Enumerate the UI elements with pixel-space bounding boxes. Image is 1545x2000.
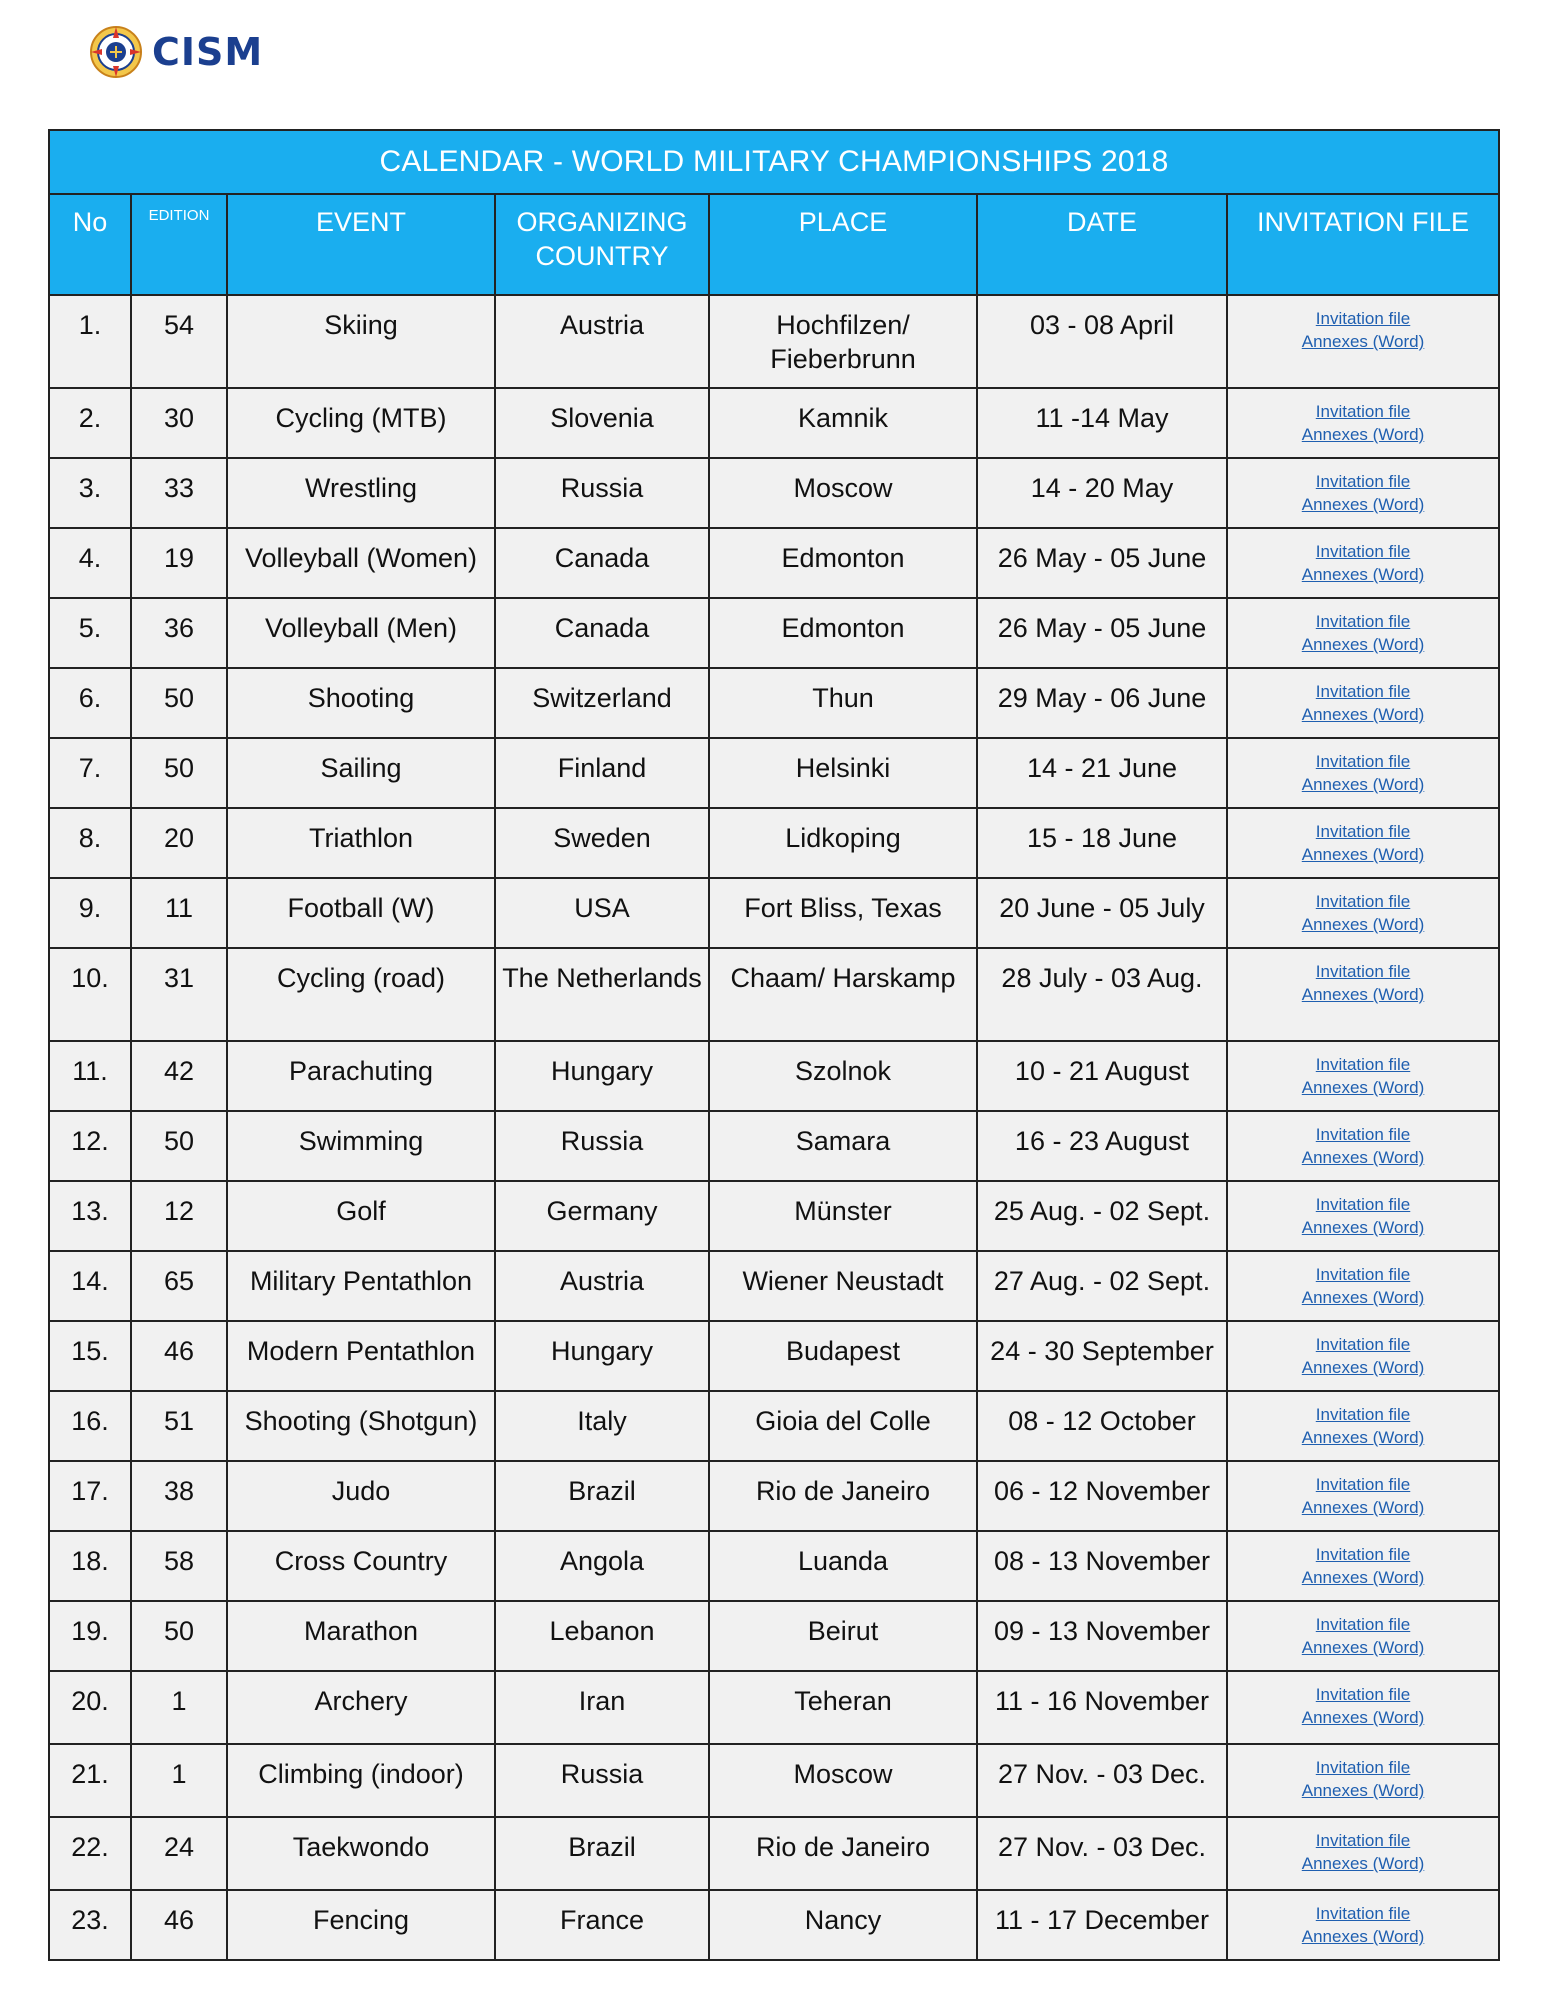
- invitation-file-link[interactable]: Invitation file: [1315, 682, 1411, 701]
- invitation-file-link[interactable]: Invitation file: [1315, 1195, 1411, 1214]
- annexes-word-link[interactable]: Annexes (Word): [1301, 1854, 1425, 1873]
- cell-no: 12.: [49, 1111, 131, 1181]
- cell-date: 14 - 21 June: [977, 738, 1227, 808]
- cell-date: 03 - 08 April: [977, 295, 1227, 388]
- cell-date: 06 - 12 November: [977, 1461, 1227, 1531]
- cell-place: Samara: [709, 1111, 977, 1181]
- invitation-file-link[interactable]: Invitation file: [1315, 1545, 1411, 1564]
- cell-country: USA: [495, 878, 709, 948]
- column-header-event: EVENT: [227, 194, 495, 295]
- invitation-file-link[interactable]: Invitation file: [1315, 1615, 1411, 1634]
- cell-place: Wiener Neustadt: [709, 1251, 977, 1321]
- logo-text: CISM: [152, 30, 264, 74]
- cell-invitation-file: [1227, 808, 1499, 878]
- invitation-file-link[interactable]: Invitation file: [1315, 822, 1411, 841]
- cell-place: Helsinki: [709, 738, 977, 808]
- cell-event: Modern Pentathlon: [227, 1321, 495, 1391]
- cell-date: 27 Aug. - 02 Sept.: [977, 1251, 1227, 1321]
- cell-edition: 50: [131, 1111, 227, 1181]
- cell-event: Parachuting: [227, 1041, 495, 1111]
- invitation-file-link[interactable]: Invitation file: [1315, 1055, 1411, 1074]
- cell-event: Marathon: [227, 1601, 495, 1671]
- cell-country: Russia: [495, 1111, 709, 1181]
- cell-edition: 31: [131, 948, 227, 1041]
- table-row: [49, 808, 1499, 878]
- cell-no: 8.: [49, 808, 131, 878]
- invitation-file-link[interactable]: Invitation file: [1315, 1685, 1411, 1704]
- table-row: [49, 1461, 1499, 1531]
- cell-no: 21.: [49, 1744, 131, 1817]
- cell-edition: 50: [131, 668, 227, 738]
- annexes-word-link[interactable]: Annexes (Word): [1301, 1148, 1425, 1167]
- cell-invitation-file: [1227, 1111, 1499, 1181]
- cell-country: Germany: [495, 1181, 709, 1251]
- cell-date: 08 - 12 October: [977, 1391, 1227, 1461]
- annexes-word-link[interactable]: Annexes (Word): [1301, 1498, 1425, 1517]
- cell-place: Moscow: [709, 458, 977, 528]
- cell-country: Austria: [495, 295, 709, 388]
- cell-edition: 12: [131, 1181, 227, 1251]
- cell-country: Slovenia: [495, 388, 709, 458]
- cell-invitation-file: [1227, 1461, 1499, 1531]
- cell-date: 10 - 21 August: [977, 1041, 1227, 1111]
- invitation-file-link[interactable]: Invitation file: [1315, 1475, 1411, 1494]
- invitation-file-link[interactable]: Invitation file: [1315, 309, 1411, 328]
- cell-country: Brazil: [495, 1817, 709, 1890]
- cell-no: 9.: [49, 878, 131, 948]
- table-row: [49, 1601, 1499, 1671]
- invitation-file-link[interactable]: Invitation file: [1315, 1405, 1411, 1424]
- cell-no: 5.: [49, 598, 131, 668]
- cell-date: 25 Aug. - 02 Sept.: [977, 1181, 1227, 1251]
- annexes-word-link[interactable]: Annexes (Word): [1301, 1218, 1425, 1237]
- cell-event: Sailing: [227, 738, 495, 808]
- cell-edition: 11: [131, 878, 227, 948]
- table-row: [49, 388, 1499, 458]
- table-row: [49, 1817, 1499, 1890]
- cell-place: Nancy: [709, 1890, 977, 1960]
- cell-country: Hungary: [495, 1041, 709, 1111]
- cell-place: Edmonton: [709, 598, 977, 668]
- invitation-file-link[interactable]: Invitation file: [1315, 1758, 1411, 1777]
- cell-no: 15.: [49, 1321, 131, 1391]
- cell-event: Climbing (indoor): [227, 1744, 495, 1817]
- cism-logo: [88, 22, 263, 82]
- table-row: [49, 878, 1499, 948]
- cell-event: Volleyball (Women): [227, 528, 495, 598]
- table-row: [49, 1251, 1499, 1321]
- cell-edition: 30: [131, 388, 227, 458]
- annexes-word-link[interactable]: Annexes (Word): [1301, 1288, 1425, 1307]
- cell-invitation-file: [1227, 388, 1499, 458]
- cell-invitation-file: [1227, 668, 1499, 738]
- invitation-file-link[interactable]: Invitation file: [1315, 542, 1411, 561]
- cell-event: Military Pentathlon: [227, 1251, 495, 1321]
- cell-country: Canada: [495, 598, 709, 668]
- cell-date: 26 May - 05 June: [977, 528, 1227, 598]
- annexes-word-link[interactable]: Annexes (Word): [1301, 775, 1425, 794]
- cell-no: 2.: [49, 388, 131, 458]
- table-row: [49, 1041, 1499, 1111]
- column-header-no: No: [49, 194, 131, 295]
- column-header-country-line1: ORGANIZING: [516, 207, 688, 237]
- annexes-word-link[interactable]: Annexes (Word): [1301, 915, 1425, 934]
- cell-date: 27 Nov. - 03 Dec.: [977, 1744, 1227, 1817]
- cell-country: France: [495, 1890, 709, 1960]
- invitation-file-link[interactable]: Invitation file: [1315, 752, 1411, 771]
- table-row: [49, 738, 1499, 808]
- cell-country: Russia: [495, 458, 709, 528]
- cell-no: 16.: [49, 1391, 131, 1461]
- cell-invitation-file: [1227, 295, 1499, 388]
- cell-edition: 51: [131, 1391, 227, 1461]
- annexes-word-link[interactable]: Annexes (Word): [1301, 1358, 1425, 1377]
- cell-invitation-file: [1227, 1181, 1499, 1251]
- annexes-word-link[interactable]: Annexes (Word): [1301, 495, 1425, 514]
- annexes-word-link[interactable]: Annexes (Word): [1301, 1708, 1425, 1727]
- annexes-word-link[interactable]: Annexes (Word): [1301, 985, 1425, 1004]
- invitation-file-link[interactable]: Invitation file: [1315, 1904, 1411, 1923]
- cell-date: 29 May - 06 June: [977, 668, 1227, 738]
- cell-edition: 1: [131, 1671, 227, 1744]
- cell-place: Thun: [709, 668, 977, 738]
- cell-date: 28 July - 03 Aug.: [977, 948, 1227, 1041]
- cell-place: Szolnok: [709, 1041, 977, 1111]
- cell-event: Golf: [227, 1181, 495, 1251]
- annexes-word-link[interactable]: Annexes (Word): [1301, 425, 1425, 444]
- column-header-invitation-file: INVITATION FILE: [1227, 194, 1499, 295]
- cell-date: 24 - 30 September: [977, 1321, 1227, 1391]
- invitation-file-link[interactable]: Invitation file: [1315, 1831, 1411, 1850]
- column-header-edition: EDITION: [131, 194, 227, 295]
- invitation-file-link[interactable]: Invitation file: [1315, 1335, 1411, 1354]
- table-row: [49, 1391, 1499, 1461]
- cell-invitation-file: [1227, 1817, 1499, 1890]
- cell-date: 15 - 18 June: [977, 808, 1227, 878]
- cell-country: The Netherlands: [495, 948, 709, 1041]
- cell-no: 10.: [49, 948, 131, 1041]
- cell-invitation-file: [1227, 878, 1499, 948]
- cell-place: Kamnik: [709, 388, 977, 458]
- column-header-place: PLACE: [709, 194, 977, 295]
- cell-edition: 19: [131, 528, 227, 598]
- cell-edition: 20: [131, 808, 227, 878]
- cell-country: Hungary: [495, 1321, 709, 1391]
- cell-edition: 54: [131, 295, 227, 388]
- invitation-file-link[interactable]: Invitation file: [1315, 612, 1411, 631]
- cell-no: 13.: [49, 1181, 131, 1251]
- cell-event: Shooting: [227, 668, 495, 738]
- cell-date: 11 - 16 November: [977, 1671, 1227, 1744]
- cell-no: 18.: [49, 1531, 131, 1601]
- cell-no: 3.: [49, 458, 131, 528]
- cell-invitation-file: [1227, 1251, 1499, 1321]
- cell-event: Cross Country: [227, 1531, 495, 1601]
- table-row: [49, 1111, 1499, 1181]
- annexes-word-link[interactable]: Annexes (Word): [1301, 565, 1425, 584]
- table-row: [49, 1890, 1499, 1960]
- cell-country: Lebanon: [495, 1601, 709, 1671]
- cell-place: Luanda: [709, 1531, 977, 1601]
- cell-country: Italy: [495, 1391, 709, 1461]
- cell-invitation-file: [1227, 1321, 1499, 1391]
- table-row: [49, 1531, 1499, 1601]
- annexes-word-link[interactable]: Annexes (Word): [1301, 1638, 1425, 1657]
- invitation-file-link[interactable]: Invitation file: [1315, 402, 1411, 421]
- cell-edition: 50: [131, 738, 227, 808]
- cell-date: 16 - 23 August: [977, 1111, 1227, 1181]
- table-row: [49, 1181, 1499, 1251]
- cell-invitation-file: [1227, 528, 1499, 598]
- cell-date: 26 May - 05 June: [977, 598, 1227, 668]
- cell-invitation-file: [1227, 1391, 1499, 1461]
- cell-event: Triathlon: [227, 808, 495, 878]
- cell-place: Gioia del Colle: [709, 1391, 977, 1461]
- cell-no: 20.: [49, 1671, 131, 1744]
- column-header-organizing-country: [495, 194, 709, 295]
- cell-edition: 38: [131, 1461, 227, 1531]
- annexes-word-link[interactable]: Annexes (Word): [1301, 1428, 1425, 1447]
- cell-date: 14 - 20 May: [977, 458, 1227, 528]
- table-title: CALENDAR - WORLD MILITARY CHAMPIONSHIPS 2018: [49, 130, 1499, 194]
- cell-place: Lidkoping: [709, 808, 977, 878]
- cell-event: Cycling (MTB): [227, 388, 495, 458]
- table-row: [49, 528, 1499, 598]
- cell-place: Beirut: [709, 1601, 977, 1671]
- annexes-word-link[interactable]: Annexes (Word): [1301, 635, 1425, 654]
- cell-no: 17.: [49, 1461, 131, 1531]
- cell-event: Fencing: [227, 1890, 495, 1960]
- cell-country: Finland: [495, 738, 709, 808]
- cell-place: Rio de Janeiro: [709, 1461, 977, 1531]
- cell-place: Fort Bliss, Texas: [709, 878, 977, 948]
- cell-place: Chaam/ Harskamp: [709, 948, 977, 1041]
- annexes-word-link[interactable]: Annexes (Word): [1301, 1568, 1425, 1587]
- cell-event: Shooting (Shotgun): [227, 1391, 495, 1461]
- cell-invitation-file: [1227, 1041, 1499, 1111]
- cell-invitation-file: [1227, 948, 1499, 1041]
- championship-calendar-table: [48, 129, 1500, 1961]
- table-row: [49, 1744, 1499, 1817]
- cell-edition: 36: [131, 598, 227, 668]
- cell-place: Rio de Janeiro: [709, 1817, 977, 1890]
- cell-no: 23.: [49, 1890, 131, 1960]
- cell-country: Angola: [495, 1531, 709, 1601]
- cell-invitation-file: [1227, 738, 1499, 808]
- cell-country: Sweden: [495, 808, 709, 878]
- cell-no: 19.: [49, 1601, 131, 1671]
- cell-invitation-file: [1227, 598, 1499, 668]
- cell-place: Münster: [709, 1181, 977, 1251]
- cell-date: 08 - 13 November: [977, 1531, 1227, 1601]
- cell-no: 1.: [49, 295, 131, 388]
- invitation-file-link[interactable]: Invitation file: [1315, 472, 1411, 491]
- cell-no: 4.: [49, 528, 131, 598]
- cell-country: Russia: [495, 1744, 709, 1817]
- cell-invitation-file: [1227, 1601, 1499, 1671]
- cell-place: Teheran: [709, 1671, 977, 1744]
- cell-edition: 46: [131, 1321, 227, 1391]
- invitation-file-link[interactable]: Invitation file: [1315, 892, 1411, 911]
- cell-date: 11 -14 May: [977, 388, 1227, 458]
- invitation-file-link[interactable]: Invitation file: [1315, 1125, 1411, 1144]
- cell-event: Judo: [227, 1461, 495, 1531]
- cell-no: 6.: [49, 668, 131, 738]
- cell-no: 11.: [49, 1041, 131, 1111]
- table-row: [49, 1671, 1499, 1744]
- annexes-word-link[interactable]: Annexes (Word): [1301, 845, 1425, 864]
- invitation-file-link[interactable]: Invitation file: [1315, 1265, 1411, 1284]
- cell-place: Budapest: [709, 1321, 977, 1391]
- annexes-word-link[interactable]: Annexes (Word): [1301, 705, 1425, 724]
- cell-country: Austria: [495, 1251, 709, 1321]
- cell-event: Volleyball (Men): [227, 598, 495, 668]
- cell-invitation-file: [1227, 1531, 1499, 1601]
- annexes-word-link[interactable]: Annexes (Word): [1301, 1078, 1425, 1097]
- table-row: [49, 1321, 1499, 1391]
- cell-edition: 42: [131, 1041, 227, 1111]
- annexes-word-link[interactable]: Annexes (Word): [1301, 1927, 1425, 1946]
- cell-invitation-file: [1227, 458, 1499, 528]
- cell-event: Skiing: [227, 295, 495, 388]
- cell-event: Cycling (road): [227, 948, 495, 1041]
- cell-edition: 33: [131, 458, 227, 528]
- cell-place: Edmonton: [709, 528, 977, 598]
- annexes-word-link[interactable]: Annexes (Word): [1301, 332, 1425, 351]
- table-row: [49, 598, 1499, 668]
- cell-edition: 58: [131, 1531, 227, 1601]
- cell-country: Switzerland: [495, 668, 709, 738]
- cell-invitation-file: [1227, 1890, 1499, 1960]
- column-header-date: DATE: [977, 194, 1227, 295]
- cell-invitation-file: [1227, 1744, 1499, 1817]
- cism-emblem-icon: [88, 24, 144, 80]
- cell-country: Iran: [495, 1671, 709, 1744]
- cell-event: Taekwondo: [227, 1817, 495, 1890]
- cell-edition: 50: [131, 1601, 227, 1671]
- cell-country: Brazil: [495, 1461, 709, 1531]
- cell-date: 27 Nov. - 03 Dec.: [977, 1817, 1227, 1890]
- cell-place: Moscow: [709, 1744, 977, 1817]
- cell-edition: 24: [131, 1817, 227, 1890]
- table-row: [49, 948, 1499, 1041]
- cell-date: 20 June - 05 July: [977, 878, 1227, 948]
- invitation-file-link[interactable]: Invitation file: [1315, 962, 1411, 981]
- cell-invitation-file: [1227, 1671, 1499, 1744]
- cell-edition: 1: [131, 1744, 227, 1817]
- cell-no: 7.: [49, 738, 131, 808]
- table-row: [49, 458, 1499, 528]
- cell-event: Wrestling: [227, 458, 495, 528]
- cell-no: 22.: [49, 1817, 131, 1890]
- cell-date: 09 - 13 November: [977, 1601, 1227, 1671]
- cell-event: Archery: [227, 1671, 495, 1744]
- cell-no: 14.: [49, 1251, 131, 1321]
- table-row: [49, 295, 1499, 388]
- cell-event: Football (W): [227, 878, 495, 948]
- cell-edition: 46: [131, 1890, 227, 1960]
- cell-event: Swimming: [227, 1111, 495, 1181]
- cell-date: 11 - 17 December: [977, 1890, 1227, 1960]
- table-row: [49, 668, 1499, 738]
- column-header-country-line2: COUNTRY: [535, 241, 669, 271]
- annexes-word-link[interactable]: Annexes (Word): [1301, 1781, 1425, 1800]
- cell-place: Hochfilzen/ Fieberbrunn: [709, 295, 977, 388]
- cell-country: Canada: [495, 528, 709, 598]
- cell-edition: 65: [131, 1251, 227, 1321]
